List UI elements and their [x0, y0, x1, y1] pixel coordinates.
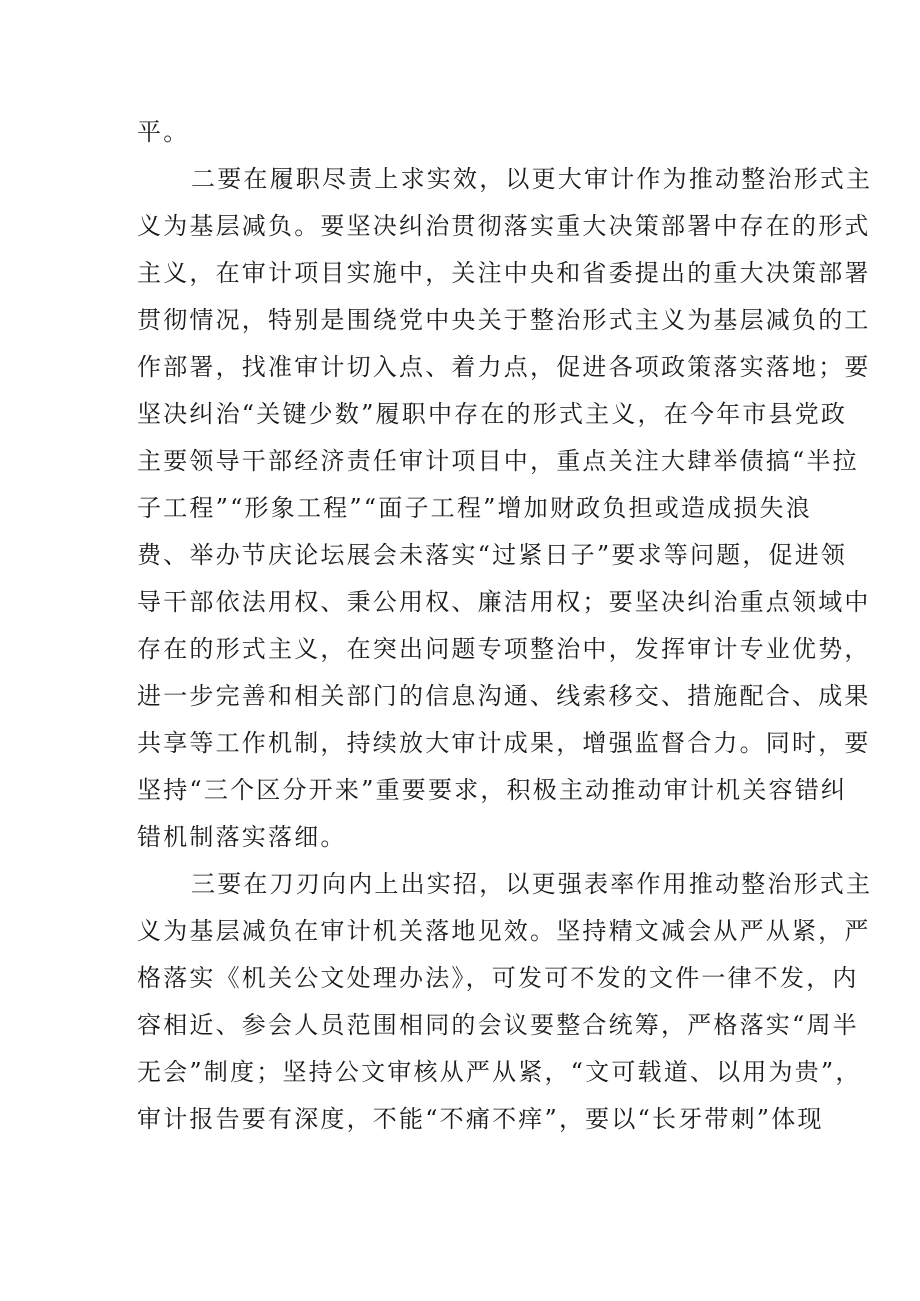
text-line: 二要在履职尽责上求实效，以更大审计作为推动整治形式主 [191, 165, 873, 193]
text-line: 义为基层减负。要坚决纠治贯彻落实重大决策部署中存在的形式 [137, 212, 871, 240]
text-line: 进一步完善和相关部门的信息沟通、线索移交、措施配合、成果 [137, 682, 871, 710]
text-line: 错机制落实落细。 [137, 823, 347, 851]
text-line: 坚持“三个区分开来”重要要求，积极主动推动审计机关容错纠 [137, 776, 848, 804]
text-line: 义为基层减负在审计机关落地见效。坚持精文减会从严从紧，严 [137, 917, 871, 945]
document-body [137, 109, 873, 1143]
text-line: 主义，在审计项目实施中，关注中央和省委提出的重大决策部署 [137, 259, 871, 287]
text-line: 贯彻情况，特别是围绕党中央关于整治形式主义为基层减负的工 [137, 306, 871, 334]
text-line: 格落实《机关公文处理办法》，可发可不发的文件一律不发，内 [137, 964, 859, 992]
text-line: 无会”制度；坚持公文审核从严从紧，“文可载道、以用为贵”， [137, 1058, 862, 1086]
text-line: 主要领导干部经济责任审计项目中，重点关注大肆举债搞“半拉 [137, 447, 859, 475]
text-line: 费、举办节庆论坛展会未落实“过紧日子”要求等问题，促进领 [137, 541, 848, 569]
text-line: 存在的形式主义，在突出问题专项整治中，发挥审计专业优势， [137, 635, 871, 663]
text-line: 坚决纠治“关键少数”履职中存在的形式主义，在今年市县党政 [137, 400, 848, 428]
text-line: 审计报告要有深度，不能“不痛不痒”，要以“长牙带刺”体现 [137, 1105, 824, 1133]
text-line: 容相近、参会人员范围相同的会议要整合统筹，严格落实“周半 [137, 1011, 859, 1039]
text-line: 共享等工作机制，持续放大审计成果，增强监督合力。同时，要 [137, 729, 871, 757]
text-line: 子工程”“形象工程”“面子工程”增加财政负担或造成损失浪 [137, 494, 812, 522]
text-line: 三要在刀刃向内上出实招，以更强表率作用推动整治形式主 [191, 870, 873, 898]
text-line: 导干部依法用权、秉公用权、廉洁用权；要坚决纠治重点领域中 [137, 588, 871, 616]
text-line: 平。 [137, 118, 190, 146]
text-line: 作部署，找准审计切入点、着力点，促进各项政策落实落地；要 [137, 353, 871, 381]
